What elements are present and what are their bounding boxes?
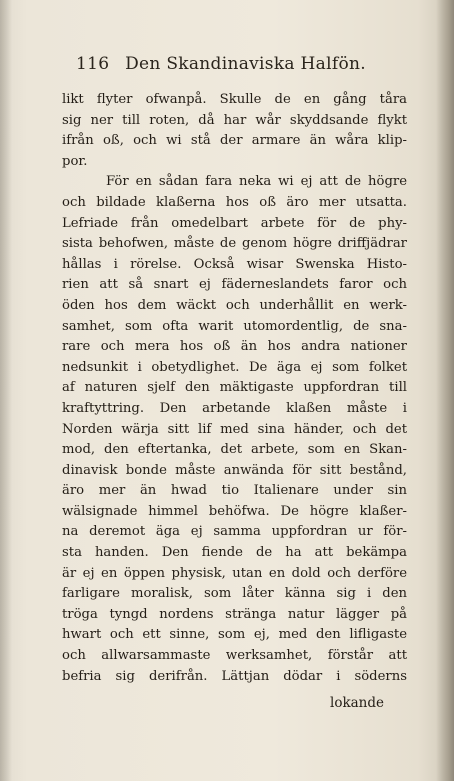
text-line: hållas i rörelse. Också wisar Swenska Histo- [62,256,407,272]
text-line: hwart och ett sinne, som ej, med den lifligaste [62,627,407,643]
text-line: rare och mera hos oß än hos andra nationer [62,339,407,355]
text-line: rien att så snart ej fäderneslandets faror och [62,277,407,293]
text-line: Norden wärja sitt lif med sina händer, och det [62,421,407,437]
text-line: wälsignade himmel behöfwa. De högre klaßer- [62,503,407,519]
text-line: befria sig derifrån. Lättjan dödar i söderns [62,668,407,684]
text-line: por. [62,153,88,169]
text-line: af naturen sjelf den mäktigaste uppfordran till [62,380,407,396]
text-line: farligare moralisk, som låter känna sig i den [62,586,407,602]
text-line: kraftyttring. Den arbetande klaßen måste i [62,400,407,416]
text-line: Lefriade från omedelbart arbete för de phy- [62,215,407,231]
text-line: na deremot äga ej samma uppfordran ur för- [62,524,407,540]
text-line: ifrån oß, och wi stå der armare än wåra klip- [62,133,407,149]
text-line: och allwarsammaste werksamhet, förstår att [62,648,407,664]
running-title: Den Skandinaviska Halfön. [125,54,366,74]
text-line: likt flyter ofwanpå. Skulle de en gång tåra [62,92,407,107]
text-line: samhet, som ofta warit utomordentlig, de sna- [62,318,407,334]
text-line: är ej en öppen physisk, utan en dold och derföre [62,565,407,581]
text-line: mod, den eftertanka, det arbete, som en Skan- [62,442,407,458]
text-line: sista behofwen, måste de genom högre driffjädrar [62,236,407,252]
text-line: För en sådan fara neka wi ej att de högre [106,174,407,190]
text-line: äro mer än hwad tio Italienare under sin [62,483,407,499]
page-edge [436,0,454,781]
body-text [62,90,407,687]
text-line: öden hos dem wäckt och underhållit en werk- [62,297,407,313]
running-header [76,54,396,74]
gutter-shadow [0,0,12,781]
text-line: tröga tyngd nordens stränga natur lägger på [62,606,407,622]
text-line: sig ner till roten, då har wår skyddsande flykt [62,112,407,128]
text-line: och bildade klaßerna hos oß äro mer utsatta. [62,194,407,210]
text-line: dinavisk bonde måste anwända för sitt bestånd, [62,462,407,478]
text-line: nedsunkit i obetydlighet. De äga ej som folket [62,359,407,375]
catchword: lokande [330,695,384,711]
page-number: 116 [76,54,110,74]
text-line: sta handen. Den fiende de ha att bekämpa [62,545,407,561]
